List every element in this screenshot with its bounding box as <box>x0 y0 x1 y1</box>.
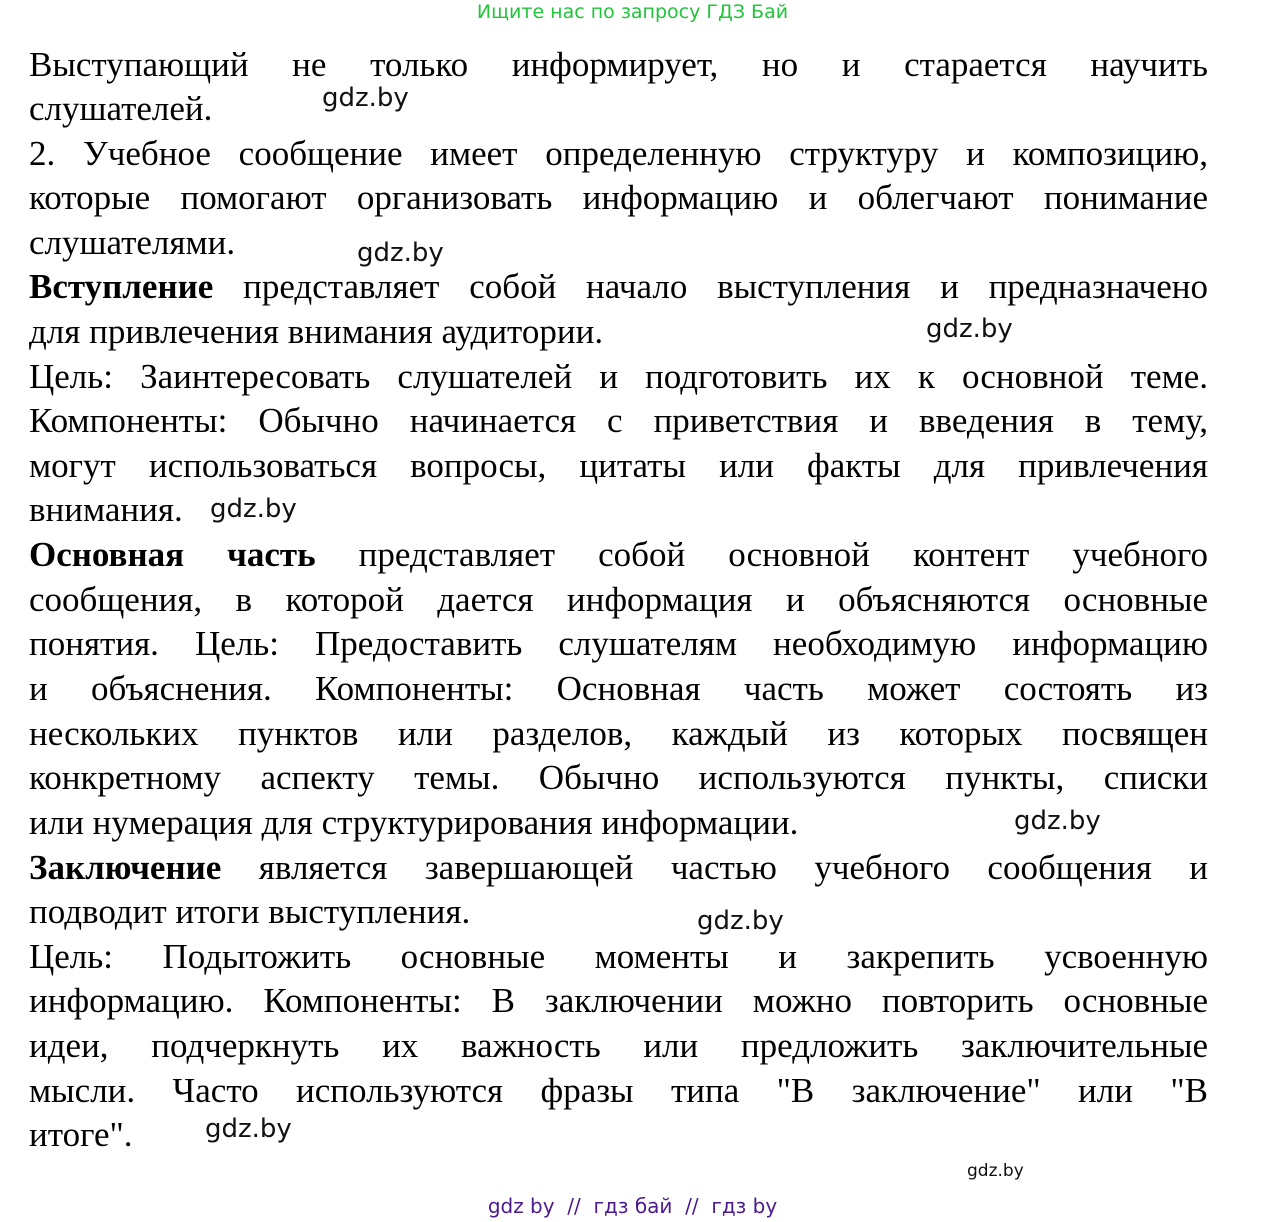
text-line: понятия. Цель: Предоставить слушателям необходимую информацию <box>29 624 1208 663</box>
text-line: итоге". <box>29 1115 133 1154</box>
section-heading-intro: Вступление <box>29 267 214 306</box>
text-line: которые помогают организовать информацию и облегчают понимание <box>29 178 1208 217</box>
watermark: gdz.by <box>205 1114 292 1144</box>
text-span: является завершающей частью учебного сообщения и <box>221 848 1208 887</box>
text-span: представляет собой начало выступления и предназначено <box>213 267 1208 306</box>
text-line-heading-intro <box>29 267 1208 307</box>
text-line: и объяснения. Компоненты: Основная часть может состоять из <box>29 669 1208 708</box>
search-banner: Ищите нас по запросу ГДЗ Бай <box>476 1 789 23</box>
text-line: 2. Учебное сообщение имеет определенную структуру и композицию, <box>29 134 1208 173</box>
watermark: gdz.by <box>322 83 409 113</box>
watermark: gdz.by <box>1014 806 1101 836</box>
text-line: Цель: Подытожить основные моменты и закрепить усвоенную <box>29 937 1208 976</box>
text-line: сообщения, в которой дается информация и объясняются основные <box>29 580 1208 619</box>
text-line: или нумерация для структурирования информации. <box>29 803 799 842</box>
footer-links: gdz by // гдз бай // гдз by <box>487 1194 778 1218</box>
text-line: мысли. Часто используются фразы типа "В заключение" или "В <box>29 1071 1208 1110</box>
text-line: слушателями. <box>29 223 236 262</box>
text-line: Выступающий не только информирует, но и старается научить <box>29 45 1208 84</box>
text-line: конкретному аспекту темы. Обычно используются пункты, списки <box>29 758 1208 797</box>
text-line: информацию. Компоненты: В заключении можно повторить основные <box>29 981 1208 1020</box>
text-line: Цель: Заинтересовать слушателей и подготовить их к основной теме. <box>29 357 1208 396</box>
section-heading-conclusion: Заключение <box>29 848 222 887</box>
text-line: идеи, подчеркнуть их важность или предложить заключительные <box>29 1026 1208 1065</box>
watermark: gdz.by <box>967 1161 1024 1181</box>
section-heading-main: Основная часть <box>29 535 316 574</box>
text-line: нескольких пунктов или разделов, каждый из которых посвящен <box>29 714 1208 753</box>
text-line: для привлечения внимания аудитории. <box>29 312 604 351</box>
watermark: gdz.by <box>697 906 784 936</box>
text-line: Компоненты: Обычно начинается с приветствия и введения в тему, <box>29 401 1208 440</box>
watermark: gdz.by <box>926 314 1013 344</box>
text-line-heading-conclusion <box>29 848 1208 888</box>
text-line: слушателей. <box>29 89 213 128</box>
text-line-heading-main <box>29 535 1208 575</box>
watermark: gdz.by <box>357 238 444 268</box>
text-span: представляет собой основной контент учебного <box>315 535 1209 574</box>
text-line: могут использоваться вопросы, цитаты или факты для привлечения <box>29 446 1208 485</box>
text-line: внимания. <box>29 490 183 529</box>
text-line: подводит итоги выступления. <box>29 892 471 931</box>
watermark: gdz.by <box>210 494 297 524</box>
